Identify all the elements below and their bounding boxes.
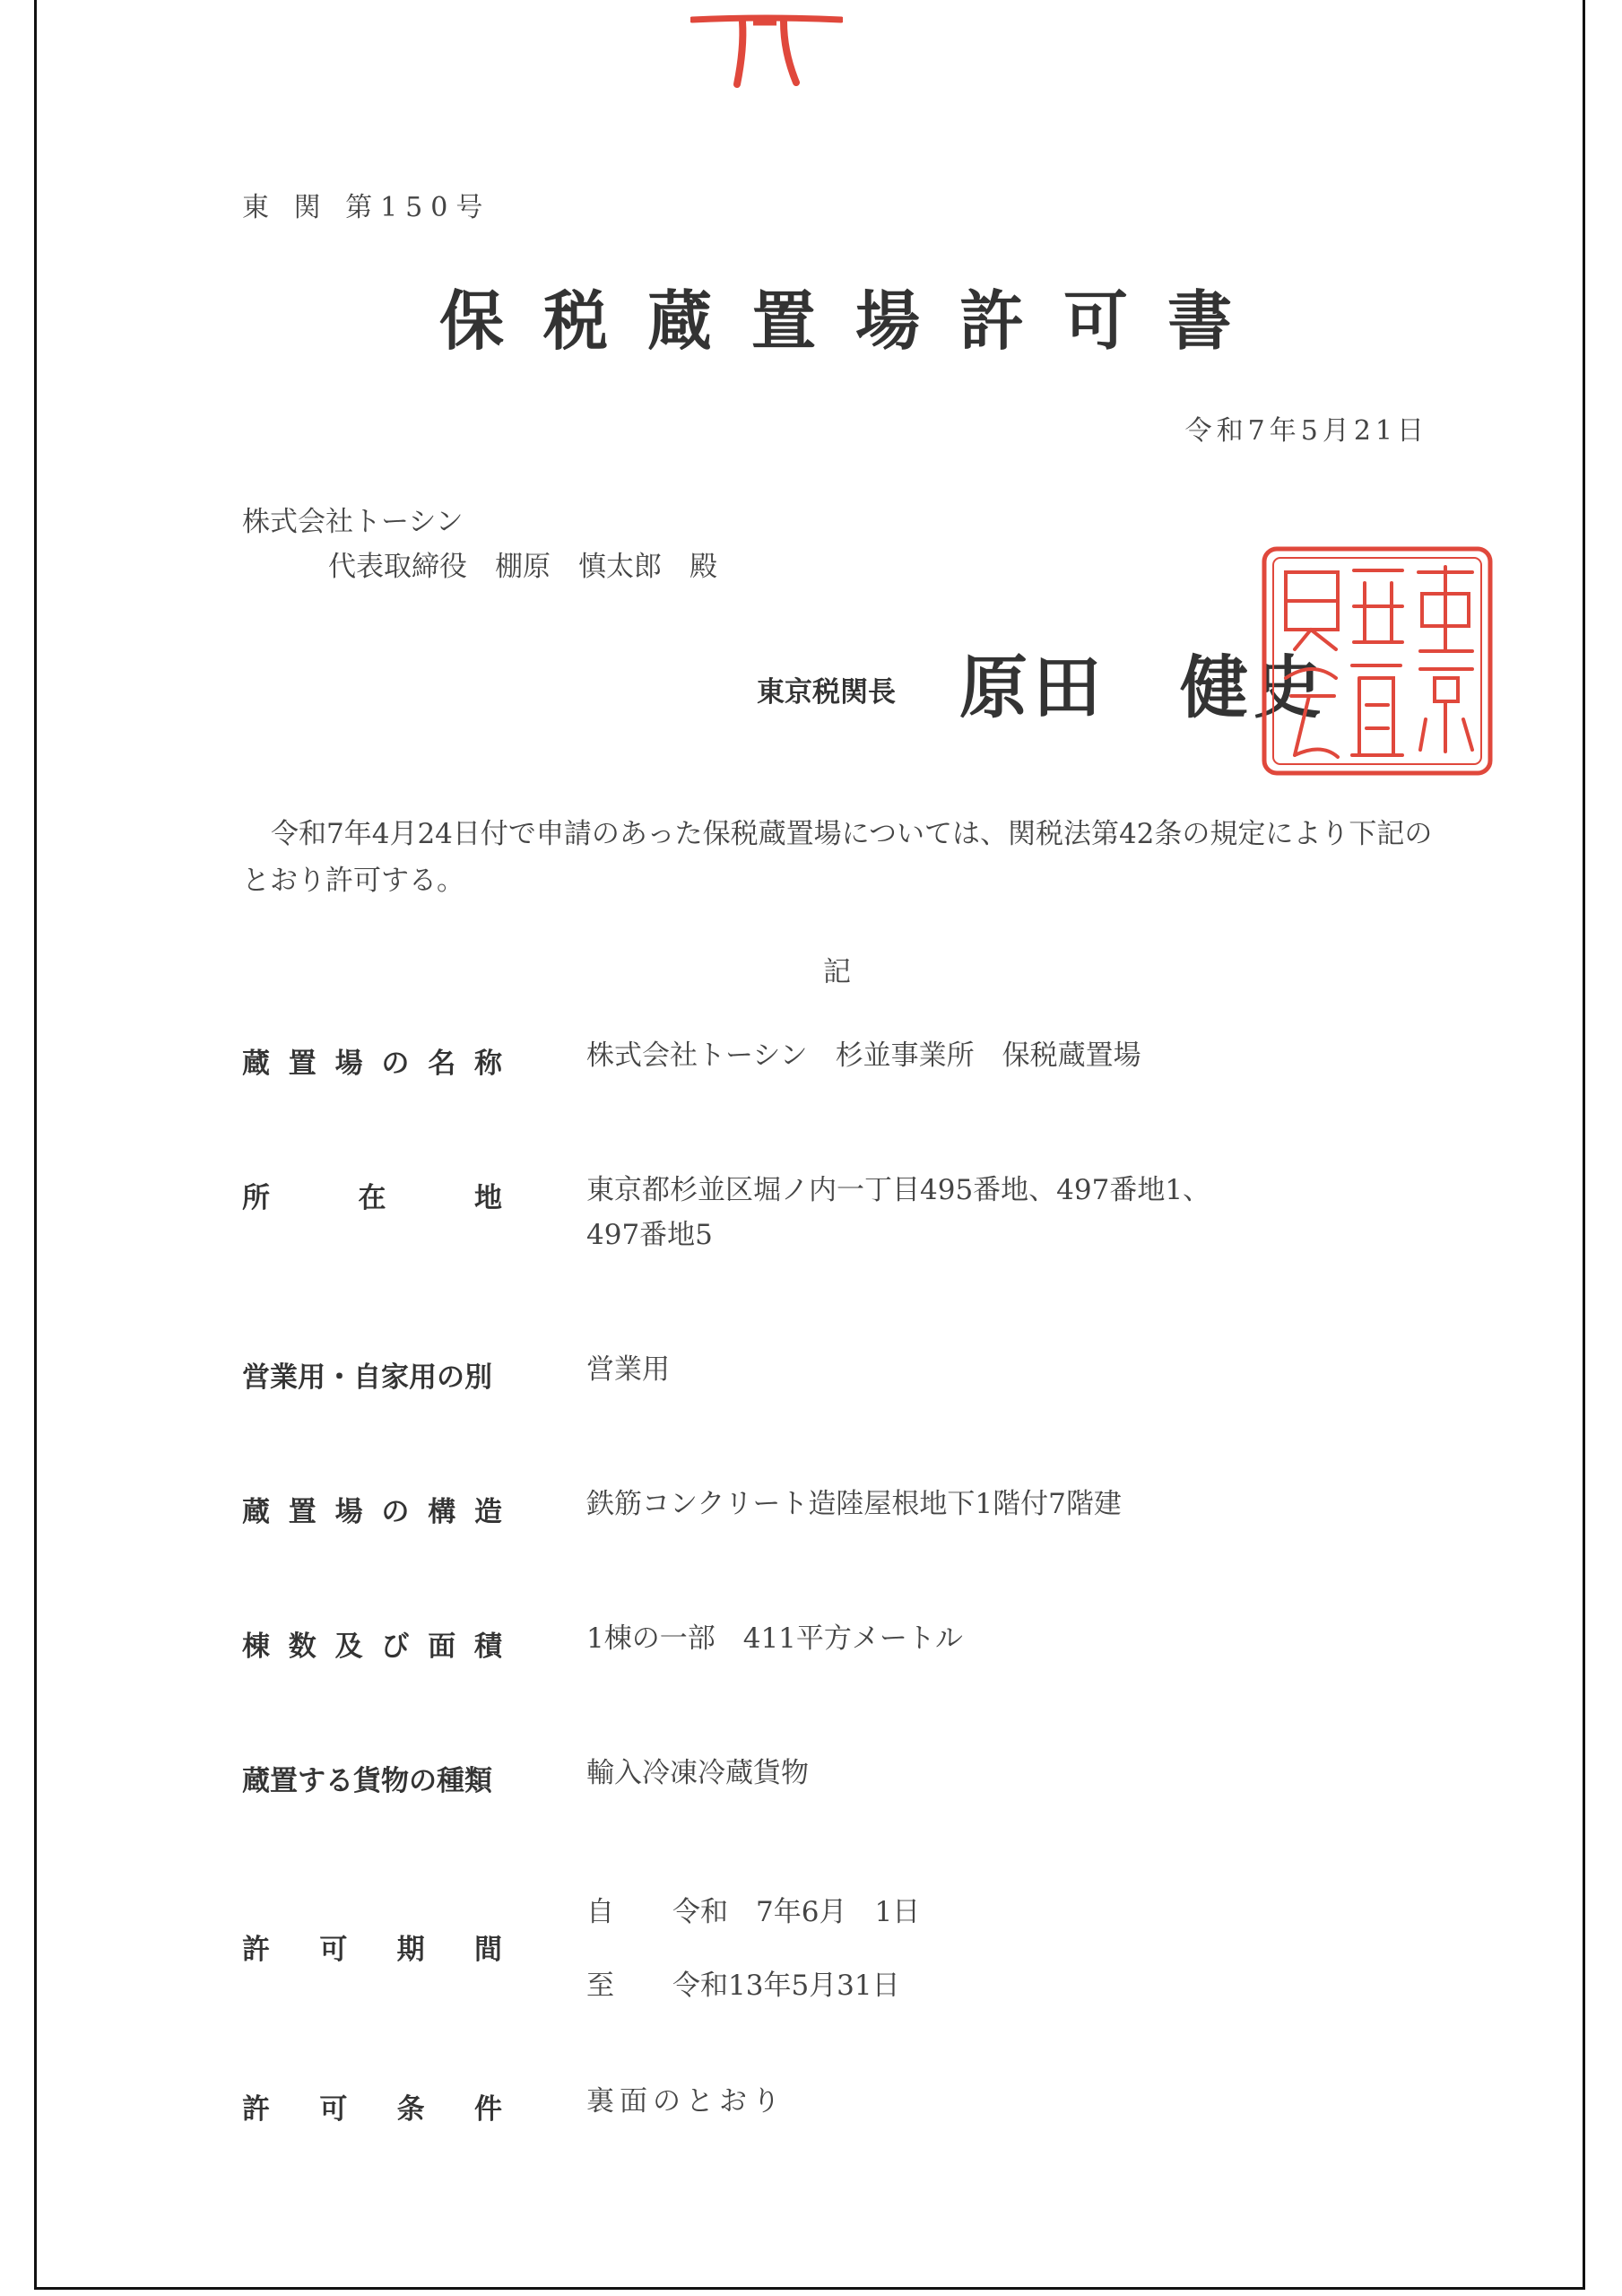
- label-char: 蔵: [242, 1048, 270, 1080]
- label-char: の: [381, 1048, 410, 1080]
- label-permit-period: [242, 1926, 502, 1967]
- label-building-area: [242, 1623, 502, 1664]
- value-line: 裏面のとおり: [586, 2085, 785, 2118]
- label-char: 可: [319, 2093, 348, 2126]
- label-char: 造: [473, 1496, 502, 1528]
- value-structure: [586, 1482, 1122, 1526]
- label-char: 構: [428, 1496, 456, 1528]
- period-from-date: 令和 7年6月 1日: [672, 1896, 921, 1928]
- label-char: 許: [242, 1934, 270, 1966]
- value-line: 株式会社トーシン 杉並事業所 保税蔵置場: [586, 1039, 1141, 1072]
- label-char: 名: [428, 1048, 456, 1080]
- label-char: 件: [473, 2093, 502, 2126]
- value-line: 鉄筋コンクリート造陸屋根地下1階付7階建: [586, 1488, 1122, 1520]
- label-char: 面: [428, 1631, 456, 1663]
- label-storage-name: [242, 1040, 502, 1081]
- permission-paragraph: 令和7年4月24日付で申請のあった保税蔵置場については、関税法第42条の規定により下記のとおり許可する。: [242, 818, 1433, 897]
- document-number: 東 関 第150号: [242, 192, 491, 223]
- value-permit-conditions: [586, 2079, 785, 2124]
- value-storage-name: [586, 1033, 1141, 1078]
- issuer-title: 東京税関長: [757, 676, 896, 709]
- label-char: 称: [473, 1048, 502, 1080]
- label-char: 場: [334, 1048, 363, 1080]
- value-business-type: [586, 1347, 670, 1392]
- label-char: び: [381, 1631, 410, 1663]
- label-char: 期: [396, 1934, 425, 1966]
- period-from: [586, 1889, 920, 1929]
- value-line: 東京都杉並区堀ノ内一丁目495番地、497番地1、: [586, 1174, 1211, 1206]
- label-cargo-type: 蔵置する貨物の種類: [242, 1765, 492, 1797]
- label-char: 棟: [242, 1631, 270, 1663]
- label-char: 蔵: [242, 1496, 270, 1528]
- period-to: [586, 1962, 900, 2003]
- label-char: 数: [288, 1631, 317, 1663]
- issue-date: 令和7年5月21日: [1184, 415, 1428, 447]
- document-title: 保税蔵置場許可書: [439, 283, 1272, 359]
- ki-heading: 記: [823, 956, 851, 988]
- label-char: 置: [288, 1496, 317, 1528]
- label-char: の: [381, 1496, 410, 1528]
- label-char: 地: [474, 1182, 502, 1214]
- period-to-prefix: 至: [586, 1970, 614, 2002]
- value-line: 営業用: [586, 1353, 670, 1386]
- official-seal-icon: [1259, 544, 1496, 778]
- value-location: [586, 1168, 1210, 1257]
- label-char: 積: [473, 1631, 502, 1663]
- label-char: 場: [334, 1496, 363, 1528]
- value-line: 497番地5: [586, 1219, 713, 1251]
- issuer-name: 原田 健史: [959, 648, 1327, 727]
- value-building-area: [586, 1616, 963, 1661]
- label-char: 在: [358, 1182, 386, 1214]
- label-permit-conditions: [242, 2086, 502, 2126]
- label-business-type: 営業用・自家用の別: [242, 1361, 492, 1394]
- label-char: 可: [319, 1934, 348, 1966]
- period-to-date: 令和13年5月31日: [672, 1970, 900, 2002]
- label-char: 所: [242, 1182, 270, 1214]
- label-char: 置: [288, 1048, 317, 1080]
- value-line: 1棟の一部 411平方メートル: [586, 1622, 963, 1655]
- label-char: 間: [473, 1934, 502, 1966]
- period-from-prefix: 自: [586, 1896, 614, 1928]
- label-char: 条: [396, 2093, 425, 2126]
- value-cargo-type: [586, 1751, 809, 1796]
- addressee-company: 株式会社トーシン: [242, 506, 464, 538]
- addressee-person: 代表取締役 棚原 慎太郎 殿: [328, 551, 717, 583]
- value-line: 輸入冷凍冷蔵貨物: [586, 1757, 809, 1789]
- receipt-stamp-mark: [690, 13, 843, 90]
- label-structure: [242, 1489, 502, 1529]
- label-char: 許: [242, 2093, 270, 2126]
- label-char: 及: [334, 1631, 363, 1663]
- label-location: [242, 1175, 502, 1215]
